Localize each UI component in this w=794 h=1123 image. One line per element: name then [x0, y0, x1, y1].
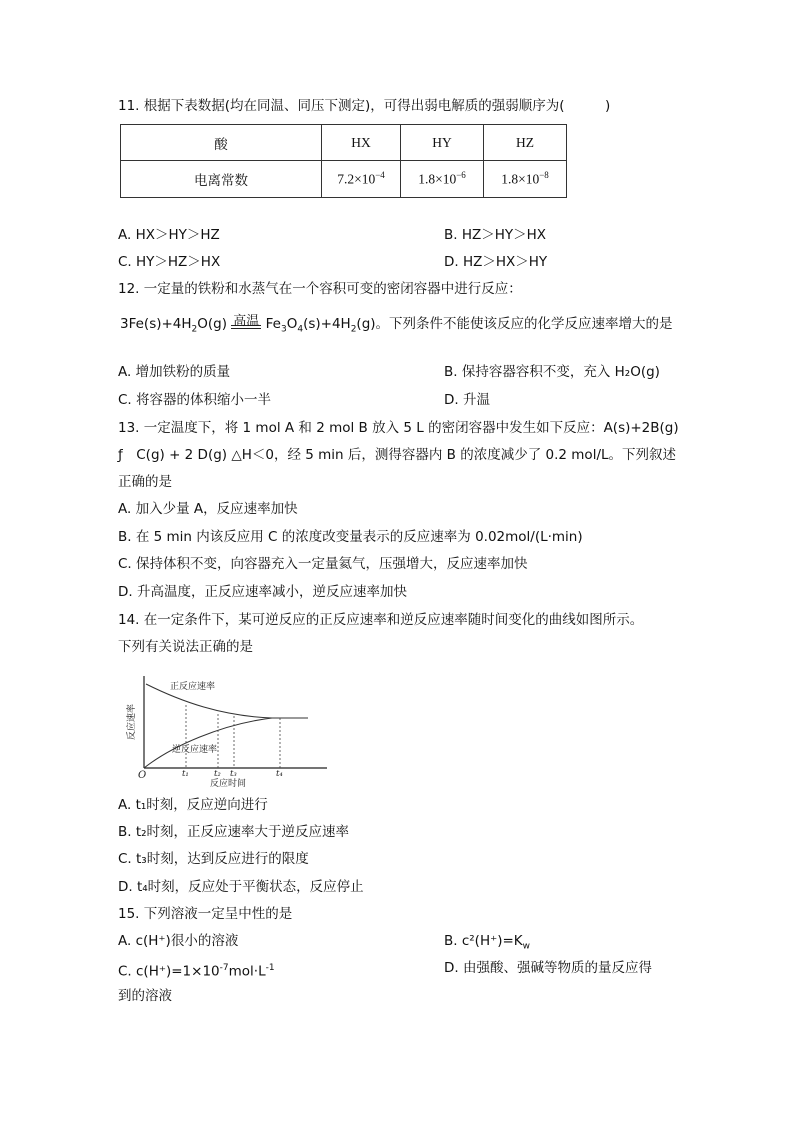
q13-line1: 13. 一定温度下，将 1 mol A 和 2 mol B 放入 5 L 的密闭容器中发生如下反应：A(s)+2B(g)	[118, 420, 679, 436]
q15-stem: 15. 下列溶液一定呈中性的是	[118, 906, 293, 922]
q14-option-d: D. t₄时刻，反应处于平衡状态，反应停止	[118, 879, 364, 895]
t1-label: t₁	[182, 769, 189, 779]
q12-option-b: B. 保持容器容积不变，充入 H₂O(g)	[444, 364, 660, 380]
table-header-row	[121, 125, 567, 161]
table-header-hz: HZ	[484, 125, 567, 161]
q11-option-d: D. HZ＞HX＞HY	[444, 254, 548, 270]
q12-option-c: C. 将容器的体积缩小一半	[118, 392, 272, 408]
q14-option-a: A. t₁时刻，反应逆向进行	[118, 797, 268, 813]
q13-option-b: B. 在 5 min 内该反应用 C 的浓度改变量表示的反应速率为 0.02mol/(L·min)	[118, 529, 583, 545]
t4-label: t₄	[276, 769, 283, 779]
y-axis-label: 反应速率	[127, 703, 137, 740]
q11-option-b: B. HZ＞HY＞HX	[444, 227, 547, 243]
forward-rate-label: 正反应速率	[170, 682, 216, 692]
q13-option-d: D. 升高温度，正反应速率减小，逆反应速率加快	[118, 584, 407, 600]
q13-option-a: A. 加入少量 A，反应速率加快	[118, 501, 298, 517]
table-row-label: 电离常数	[121, 161, 322, 198]
q15-option-d: D. 由强酸、强碱等物质的量反应得	[444, 960, 652, 976]
q12-option-a: A. 增加铁粉的质量	[118, 364, 231, 380]
q14-line2: 下列有关说法正确的是	[118, 639, 253, 655]
reaction-arrow	[231, 313, 261, 335]
table-cell-hy: $1.8\times 10^{-6}$	[401, 161, 484, 198]
origin-label: O	[138, 770, 147, 781]
q13-line3: 正确的是	[118, 474, 172, 490]
rate-time-graph	[122, 672, 332, 788]
q13-line2: ƒ C(g) + 2 D(g) △H＜0，经 5 min 后，测得容器内 B 的浓度减少了 0.2 mol/L。下列叙述	[118, 447, 677, 463]
table-row	[121, 161, 567, 198]
table-header-hx: HX	[322, 125, 401, 161]
ionization-table	[120, 124, 567, 198]
q11-option-c: C. HY＞HZ＞HX	[118, 254, 221, 270]
q12-stem: 12. 一定量的铁粉和水蒸气在一个容积可变的密闭容器中进行反应：	[118, 281, 522, 297]
q12-option-d: D. 升温	[444, 392, 490, 408]
t2-label: t₂	[214, 769, 221, 779]
reverse-rate-curve	[144, 718, 272, 768]
reaction-condition: 高温	[233, 313, 260, 329]
q14-line1: 14. 在一定条件下，某可逆反应的正反应速率和逆反应速率随时间变化的曲线如图所示。	[118, 612, 644, 628]
q13-option-c: C. 保持体积不变，向容器充入一定量氦气，压强增大，反应速率加快	[118, 556, 528, 572]
t3-label: t₃	[230, 769, 237, 779]
q15-option-d-continued: 到的溶液	[118, 988, 172, 1004]
x-axis-label: 反应时间	[210, 779, 247, 788]
table-cell-hz: $1.8\times 10^{-8}$	[484, 161, 567, 198]
q11-stem: 11. 根据下表数据(均在同温、同压下测定)，可得出弱电解质的强弱顺序为( )	[118, 98, 611, 114]
q15-option-c: C. $c(H^+)=1\times 10^{-7}mol\cdot L^{-1}$	[118, 963, 275, 980]
table-cell-hx: $7.2\times 10^{-4}$	[322, 161, 401, 198]
q14-option-c: C. t₃时刻，达到反应进行的限度	[118, 851, 309, 867]
q15-option-a: A. c(H⁺)很小的溶液	[118, 933, 239, 949]
q11-option-a: A. HX＞HY＞HZ	[118, 227, 220, 243]
q15-option-b: B. $c^2(H^+)=K_w$	[444, 933, 531, 952]
table-header-acid: 酸	[121, 125, 322, 161]
q12-equation: $3Fe(s)+4H_2O(g)$ 高温 $Fe_3O_4(s)+4H_2(g)$。下列条件不能使该反应的化学反应速率增大的是	[120, 312, 673, 335]
q14-option-b: B. t₂时刻，正反应速率大于逆反应速率	[118, 824, 350, 840]
table-header-hy: HY	[401, 125, 484, 161]
reverse-rate-label: 逆反应速率	[172, 745, 218, 755]
